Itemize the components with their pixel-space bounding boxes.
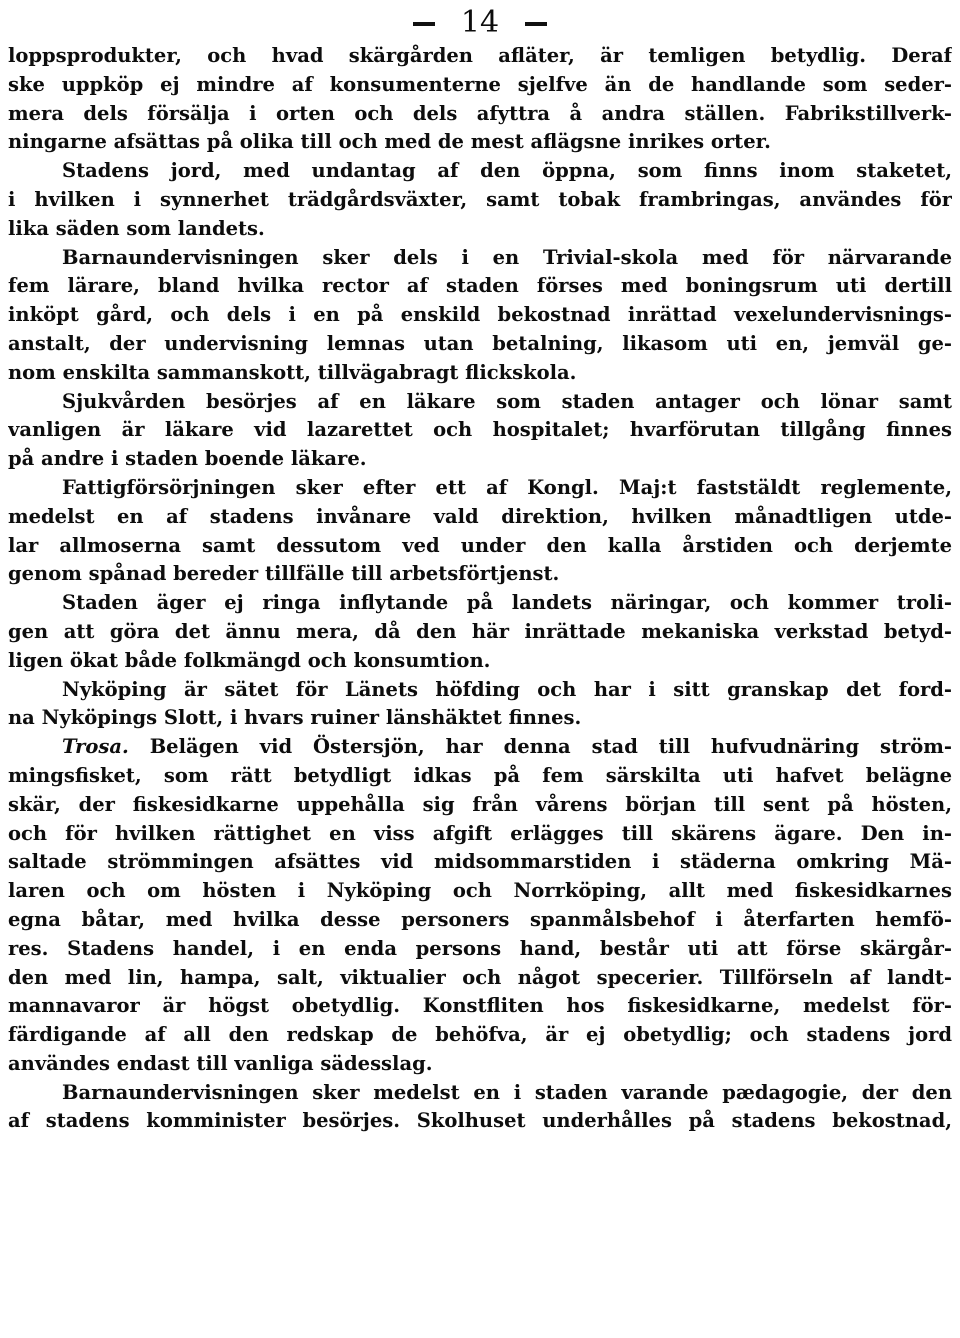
text-line: nom enskilta sammanskott, tillvägabragt flickskola. [8, 360, 577, 384]
text-line: ligen ökat både folkmängd och konsumtion. [8, 648, 491, 672]
text-line: Nyköping är sätet för Länets höfding och har i sitt granskap det ford- [62, 677, 952, 701]
text-line: Stadens jord, med undantag af den öppna, som finns inom staketet, [62, 159, 952, 183]
text-line: i hvilken i synnerhet trädgårdsväxter, samt tobak frambringas, användes för [8, 187, 952, 211]
text-line: mera dels försälja i orten och dels afyttra å andra ställen. Fabrikstillverk- [8, 101, 952, 125]
text-line: loppsprodukter, och hvad skärgården afläter, är temligen betydlig. Deraf [8, 44, 952, 67]
text-line: den med lin, hampa, salt, viktualier och något specerier. Tillförseln af landt- [8, 965, 952, 989]
text-line: ningarne afsättas på olika till och med de mest aflägsne inrikes orter. [8, 130, 771, 154]
text-line: skär, der fiskesidkarne uppehålla sig från vårens början till sent på hösten, [8, 792, 952, 816]
text-line: mannavaror är högst obetydlig. Konstfliten hos fiskesidkarne, medelst för- [8, 994, 952, 1018]
paragraph-exports [8, 42, 952, 157]
text-line: saltade strömmingen afsättes vid midsommarstiden i städerna omkring Mä- [8, 850, 952, 874]
text-line: Barnaundervisningen sker medelst en i staden varande pædagogie, der den [62, 1080, 952, 1104]
text-line: na Nyköpings Slott, i hvars ruiner länshäktet finnes. [8, 706, 582, 730]
text-line: och för hvilken rättighet en viss afgift erlägges till skärens ägare. Den in- [8, 821, 952, 845]
text-line: genom spånad bereder tillfälle till arbetsförtjenst. [8, 562, 560, 586]
text-line: anstalt, der undervisning lemnas utan betalning, likasom uti en, jemväl ge- [8, 331, 952, 355]
text-line: Fattigförsörjningen sker efter ett af Kongl. Maj:t faststäldt reglemente, [62, 475, 952, 499]
text-line: lika säden som landets. [8, 216, 265, 240]
text-line: medelst en af stadens invånare vald direktion, hvilken månadtligen utde- [8, 504, 952, 528]
text-line: fem lärare, bland hvilka rector af staden förses med boningsrum uti dertill [8, 274, 952, 298]
header-dash-right [525, 22, 547, 26]
text-line: mingsfisket, som rätt betydligt idkas på fem särskilta uti hafvet belägne [8, 763, 952, 787]
paragraph-land [8, 157, 952, 243]
header-dash-left [413, 22, 435, 26]
text-line: gen att göra det ännu mera, då den här inrättade mekaniska verkstad betyd- [8, 619, 952, 643]
text-line: egna båtar, med hvilka desse personers spanmålsbehof i återfarten hemfö- [8, 907, 952, 931]
paragraph-healthcare [8, 388, 952, 474]
text-line: inköpt gård, och dels i en på enskild bekostnad inrättad vexelundervisnings- [8, 303, 952, 327]
text-line-first [8, 733, 952, 762]
text-line: laren och om hösten i Nyköping och Norrköping, allt med fiskesidkarnes [8, 879, 952, 903]
text-line-rest: Belägen vid Östersjön, har denna stad till hufvudnäring ström- [128, 735, 952, 759]
text-line: ske uppköp ej mindre af konsumenterne sjelfve än de handlande som seder- [8, 72, 952, 96]
paragraph-schooling [8, 244, 952, 388]
text-line: Sjukvården besörjes af en läkare som staden antager och lönar samt [62, 389, 952, 413]
text-line: Staden äger ej ringa inflytande på landets näringar, och kommer troli- [62, 591, 952, 615]
text-line: lar allmoserna samt dessutom ved under den kalla årstiden och derjemte [8, 533, 952, 557]
page-body [8, 42, 952, 1136]
paragraph-influence [8, 589, 952, 675]
text-line: res. Stadens handel, i en enda persons hand, består uti att förse skärgår- [8, 936, 952, 960]
text-line: färdigande af all den redskap de behöfva, är ej obetydlig; och stadens jord [8, 1023, 952, 1047]
text-line: användes endast till vanliga sädesslag. [8, 1051, 433, 1075]
paragraph-trosa-schooling [8, 1079, 952, 1137]
paragraph-trosa [8, 733, 952, 1079]
text-line: på andre i staden boende läkare. [8, 447, 367, 471]
text-line: Barnaundervisningen sker dels i en Trivial-skola med för närvarande [62, 245, 952, 269]
page-header [0, 6, 960, 40]
paragraph-poor-relief [8, 474, 952, 589]
place-name-trosa: Trosa. [62, 735, 129, 759]
text-line: af stadens komminister besörjes. Skolhuset underhålles på stadens bekostnad, [8, 1109, 952, 1133]
paragraph-nykoping [8, 676, 952, 734]
text-line: vanligen är läkare vid lazarettet och hospitalet; hvarförutan tillgång finnes [8, 418, 952, 442]
page-number: 14 [460, 5, 500, 40]
